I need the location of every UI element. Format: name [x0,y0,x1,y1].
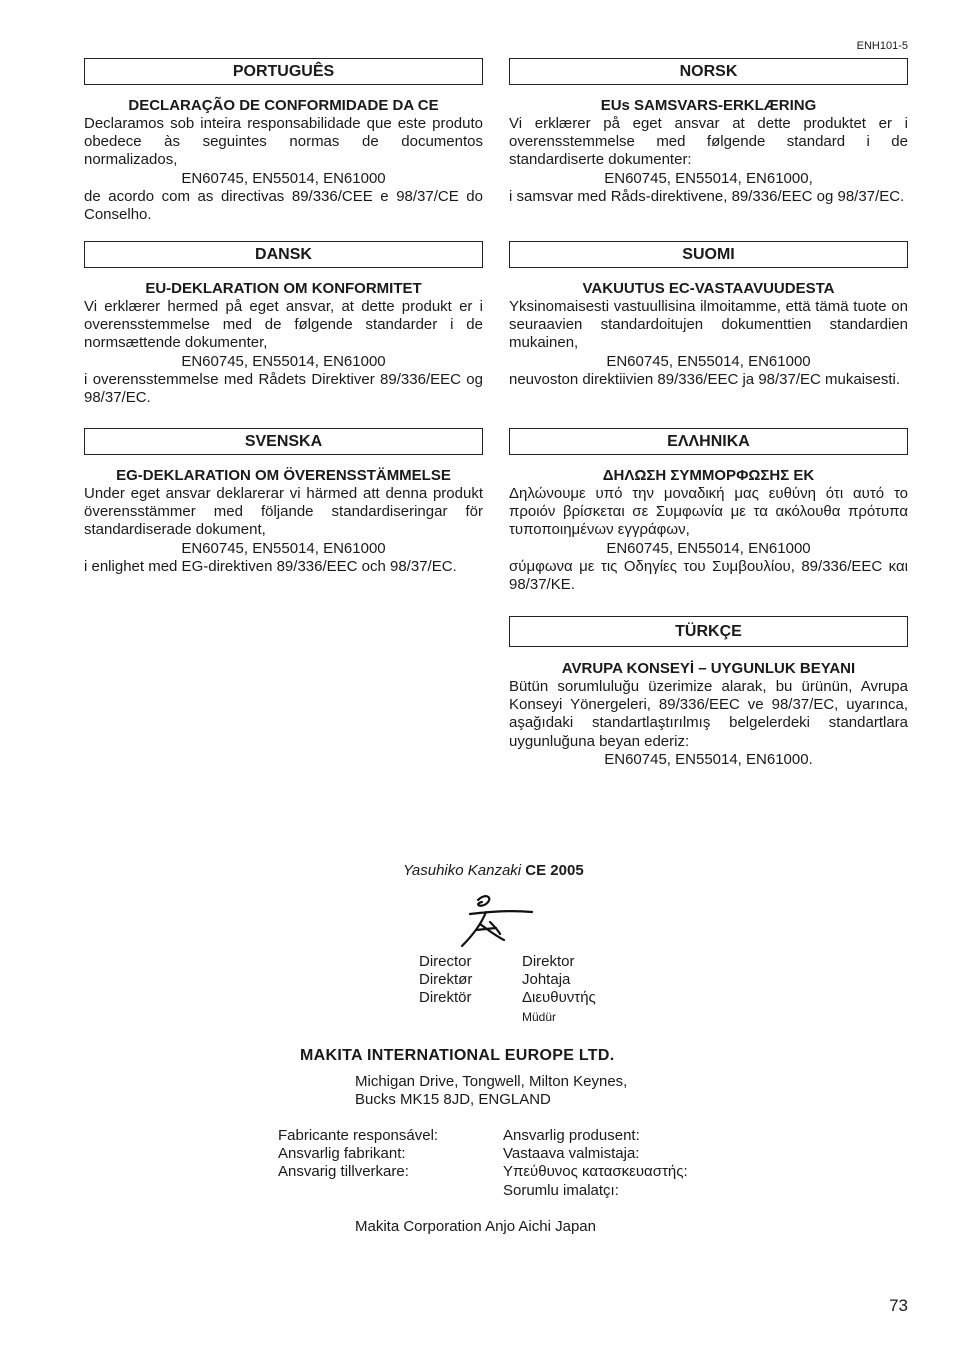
title-item: Διευθυντής [522,989,596,1007]
section-body [509,115,908,206]
outro-text: i overensstemmelse med Rådets Direktiver 89/336/EEC og 98/37/EC. [84,370,483,407]
section-header: PORTUGUÊS [84,58,483,85]
responsible-label: Ansvarig tillverkare: [278,1163,409,1181]
intro-text: Bütün sorumluluğu üzerimize alarak, bu ürünün, Avrupa Konseyi Yönergeleri, 89/336/EEC ve 98/37/EC, uyarınca, aşağıdaki standartlaştırılmış belgelerdeki standartlara uygunluğuna beyan ederiz: [509,678,908,750]
standards-text: EN60745, EN55014, EN61000 [181,352,386,370]
section-header: ΕΛΛΗΝΙΚΑ [509,428,908,455]
section-dansk [84,241,483,407]
section-body [509,485,908,594]
outro-text: de acordo com as directivas 89/336/CEE e 98/37/CE do Conselho. [84,187,483,224]
titles-right [522,953,596,1026]
page-number: 73 [889,1296,908,1315]
title-item: Johtaja [522,971,571,989]
section-title: AVRUPA KONSEYİ – UYGUNLUK BEYANI [561,660,856,677]
responsible-label: Vastaava valmistaja: [503,1145,640,1163]
title-item-small: Müdür [522,1009,557,1024]
section-title: EU-DEKLARATION OM KONFORMITET [145,280,422,297]
manufacturer-line: Makita Corporation Anjo Aichi Japan [355,1218,596,1235]
outro-text: i samsvar med Råds-direktivene, 89/336/EEC og 98/37/EC. [509,187,905,205]
section-ellinika [509,428,908,594]
title-item: Direktör [419,989,472,1007]
company-name: MAKITA INTERNATIONAL EUROPE LTD. [300,1047,615,1064]
section-title: ΔΗΛΩΣΗ ΣΥΜΜΟΡΦΩΣΗΣ ΕΚ [602,467,815,484]
standards-text: EN60745, EN55014, EN61000 [606,352,811,370]
section-title: DECLARAÇÃO DE CONFORMIDADE DA CE [128,97,439,114]
section-header: NORSK [509,58,908,85]
responsible-label: Sorumlu imalatçı: [503,1181,619,1199]
section-suomi [509,241,908,389]
responsible-label: Υπεύθυνος κατασκευαστής: [503,1163,688,1181]
responsible-label: Ansvarlig fabrikant: [278,1145,406,1163]
title-item: Director [419,953,472,970]
section-portugues [84,58,483,224]
section-body [509,678,908,769]
section-body [84,298,483,407]
section-header: TÜRKÇE [509,616,908,647]
signature-image [456,890,536,950]
section-svenska [84,428,483,576]
document-code: ENH101-5 [856,40,908,52]
section-body [509,298,908,389]
intro-text: Vi erklærer på eget ansvar at dette produktet er i overensstemmelse med følgende standard i de standardiserte dokumenter: [509,115,908,169]
intro-text: Under eget ansvar deklarerar vi härmed att denna produkt överensstämmer med följande standardiseringar för standardiserade dokument, [84,485,483,539]
section-title: VAKUUTUS EC-VASTAAVUUDESTA [582,280,835,297]
signatory-line [403,862,584,879]
signatory-name: Yasuhiko Kanzaki [403,862,522,879]
standards-text: EN60745, EN55014, EN61000 [181,169,386,187]
section-body [84,115,483,224]
title-item: Direktør [419,971,473,989]
section-turkce [509,616,908,769]
responsible-left [278,1127,438,1182]
standards-text: EN60745, EN55014, EN61000. [604,750,813,768]
section-body [84,485,483,576]
standards-text: EN60745, EN55014, EN61000 [181,539,386,557]
standards-text: EN60745, EN55014, EN61000 [606,539,811,557]
section-header: SUOMI [509,241,908,268]
standards-text: EN60745, EN55014, EN61000, [604,169,813,187]
title-item: Direktor [522,953,575,970]
address-line: Michigan Drive, Tongwell, Milton Keynes, [355,1073,628,1090]
intro-text: Yksinomaisesti vastuullisina ilmoitamme, että tämä tuote on seuraavien standardoitujen dokumenttien standardien mukainen, [509,298,908,352]
section-header: DANSK [84,241,483,268]
section-header: SVENSKA [84,428,483,455]
company-address [355,1073,627,1109]
responsible-label: Fabricante responsável: [278,1127,439,1144]
section-title: EUs SAMSVARS-ERKLÆRING [600,97,817,114]
signatory-year: CE 2005 [525,862,584,879]
section-title: EG-DEKLARATION OM ÖVERENSSTÄMMELSE [116,467,451,484]
intro-text: Declaramos sob inteira responsabilidade que este produto obedece às seguintes normas de documentos normalizados, [84,115,483,169]
section-norsk [509,58,908,206]
intro-text: Δηλώνουμε υπό την μοναδική μας ευθύνη ότι αυτό το προιόν βρίσκεται σε Συμφωνία με τα ακόλουθα πρότυπα τυποποιημένων εγγράφων, [509,485,908,539]
titles-left [419,953,472,1008]
address-line: Bucks MK15 8JD, ENGLAND [355,1091,551,1109]
responsible-label: Ansvarlig produsent: [503,1127,640,1144]
outro-text: σύμφωνα με τις Οδηγίες του Συμβουλίου, 89/336/EEC και 98/37/ΚΕ. [509,557,908,594]
intro-text: Vi erklærer hermed på eget ansvar, at dette produkt er i overensstemmelse med de følgende standarder i de normsættende dokumenter, [84,298,483,352]
outro-text: neuvoston direktiivien 89/336/EEC ja 98/37/EC mukaisesti. [509,370,901,388]
responsible-right [503,1127,688,1200]
outro-text: i enlighet med EG-direktiven 89/336/EEC och 98/37/EC. [84,557,457,575]
